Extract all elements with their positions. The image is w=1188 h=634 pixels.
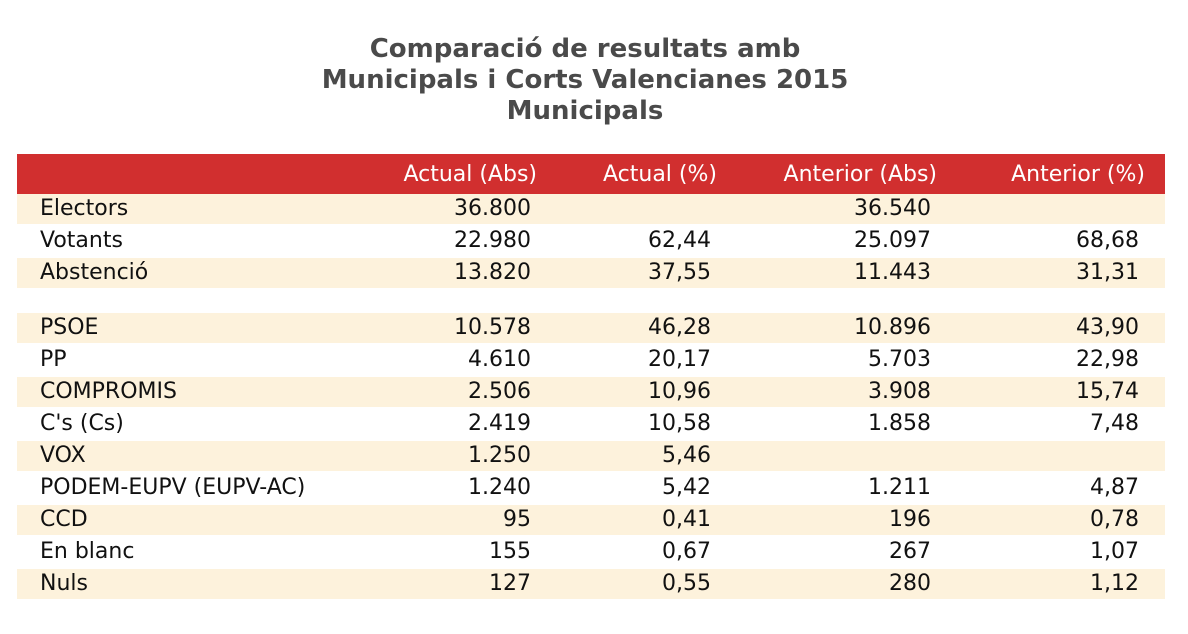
cell-actual-pct: 0,67 [557,537,737,569]
row-label: VOX [17,441,367,473]
row-label: PSOE [17,313,367,345]
cell-anterior-abs: 25.097 [737,226,957,258]
cell-anterior-pct: 22,98 [957,345,1165,377]
table-body [17,194,1165,601]
row-label: PP [17,345,367,377]
cell-anterior-abs: 1.858 [737,409,957,441]
cell-anterior-pct [957,441,1165,473]
title-line-1: Comparació de resultats amb [369,34,801,64]
page-title [0,34,1170,127]
cell-anterior-pct [957,194,1165,226]
cell-anterior-pct: 1,12 [957,569,1165,601]
cell-anterior-abs: 10.896 [737,313,957,345]
cell-anterior-abs [737,290,957,313]
cell-actual-pct: 62,44 [557,226,737,258]
cell-actual-abs: 10.578 [367,313,557,345]
row-label: C's (Cs) [17,409,367,441]
cell-anterior-pct: 15,74 [957,377,1165,409]
table-row [17,377,1165,409]
cell-actual-abs: 13.820 [367,258,557,290]
cell-actual-pct: 46,28 [557,313,737,345]
header-party [17,154,367,194]
cell-actual-pct: 0,55 [557,569,737,601]
table-row [17,226,1165,258]
cell-anterior-abs: 196 [737,505,957,537]
cell-actual-abs: 1.240 [367,473,557,505]
header-actual-pct: Actual (%) [557,154,737,194]
cell-actual-abs: 2.506 [367,377,557,409]
cell-actual-abs: 2.419 [367,409,557,441]
header-anterior-pct: Anterior (%) [957,154,1165,194]
table-row [17,194,1165,226]
header-actual-abs: Actual (Abs) [367,154,557,194]
cell-anterior-pct: 68,68 [957,226,1165,258]
cell-actual-abs: 1.250 [367,441,557,473]
cell-actual-abs: 127 [367,569,557,601]
row-label: Electors [17,194,367,226]
cell-actual-pct [557,290,737,313]
cell-anterior-pct: 7,48 [957,409,1165,441]
table-row [17,569,1165,601]
cell-actual-abs: 155 [367,537,557,569]
row-label: En blanc [17,537,367,569]
cell-anterior-abs: 3.908 [737,377,957,409]
cell-anterior-abs: 36.540 [737,194,957,226]
cell-actual-abs: 4.610 [367,345,557,377]
row-label [17,290,367,313]
cell-anterior-pct: 31,31 [957,258,1165,290]
spacer-row [17,290,1165,313]
cell-anterior-pct: 0,78 [957,505,1165,537]
cell-anterior-abs: 5.703 [737,345,957,377]
cell-anterior-abs: 1.211 [737,473,957,505]
row-label: Abstenció [17,258,367,290]
table-header-row [17,154,1165,194]
cell-actual-pct: 0,41 [557,505,737,537]
cell-actual-abs: 36.800 [367,194,557,226]
table-row [17,258,1165,290]
cell-actual-pct: 37,55 [557,258,737,290]
cell-anterior-pct [957,290,1165,313]
header-anterior-abs: Anterior (Abs) [737,154,957,194]
table-row [17,409,1165,441]
cell-actual-pct: 20,17 [557,345,737,377]
row-label: CCD [17,505,367,537]
table-row [17,345,1165,377]
cell-actual-abs: 22.980 [367,226,557,258]
cell-anterior-pct: 4,87 [957,473,1165,505]
cell-actual-pct: 5,42 [557,473,737,505]
row-label: Nuls [17,569,367,601]
cell-anterior-abs: 280 [737,569,957,601]
cell-anterior-abs: 267 [737,537,957,569]
table-row [17,313,1165,345]
cell-anterior-abs: 11.443 [737,258,957,290]
cell-anterior-abs [737,441,957,473]
row-label: COMPROMIS [17,377,367,409]
table-row [17,441,1165,473]
cell-actual-abs [367,290,557,313]
table-row [17,473,1165,505]
row-label: Votants [17,226,367,258]
cell-actual-pct [557,194,737,226]
table-row [17,537,1165,569]
title-line-3: Municipals [506,96,664,126]
table-row [17,505,1165,537]
cell-actual-pct: 10,58 [557,409,737,441]
cell-actual-pct: 10,96 [557,377,737,409]
cell-anterior-pct: 43,90 [957,313,1165,345]
title-line-2: Municipals i Corts Valencianes 2015 [321,65,849,95]
results-table [17,154,1165,601]
cell-actual-pct: 5,46 [557,441,737,473]
cell-actual-abs: 95 [367,505,557,537]
cell-anterior-pct: 1,07 [957,537,1165,569]
row-label: PODEM-EUPV (EUPV-AC) [17,473,367,505]
